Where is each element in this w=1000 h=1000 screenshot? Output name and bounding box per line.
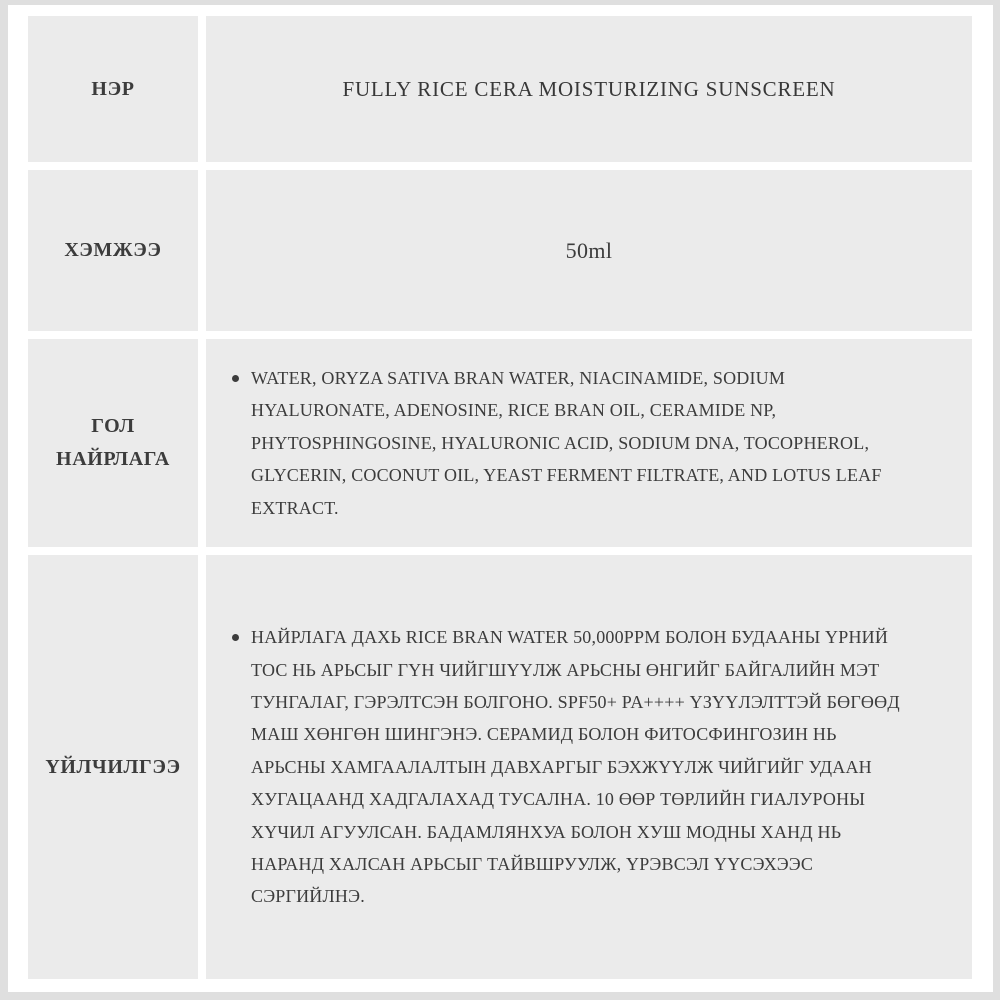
ingredients-bullet-item bbox=[232, 362, 893, 524]
row-name-label: НЭР bbox=[91, 77, 135, 100]
row-size-label: ХЭМЖЭЭ bbox=[64, 239, 162, 261]
row-function-label: ҮЙЛЧИЛГЭЭ bbox=[45, 755, 181, 778]
function-text: НАЙРЛАГА ДАХЬ RICE BRAN WATER 50,000PPM БОЛОН БУДААНЫ ҮРНИЙ ТОС НЬ АРЬСЫГ ГҮН ЧИЙГШҮҮЛЖ АРЬСНЫ ӨНГИЙГ БАЙГАЛИЙН МЭТ ТУНГАЛАГ, ГЭРЭЛТСЭН БОЛГОНО. SPF50+ PA++++ ҮЗҮҮЛЭЛТТЭЙ БӨГӨӨД МАШ ХӨНГӨН ШИНГЭНЭ. СЕРАМИД БОЛОН ФИТОСФИНГОЗИН НЬ АРЬСНЫ ХАМГААЛАЛТЫН ДАВХАРГЫГ БЭХЖҮҮЛЖ ЧИЙГИЙГ УДААН ХУГАЦААНД ХАДГАЛАХАД ТУСАЛНА. 10 ӨӨР ТӨРЛИЙН ГИАЛУРОНЫ ХҮЧИЛ АГУУЛСАН. БАДАМЛЯНХУА БОЛОН ХУШ МОДНЫ ХАНД НЬ НАРАНД ХАЛСАН АРЬСЫГ ТАЙВШРУУЛЖ, ҮРЭВСЭЛ ҮҮСЭХЭЭС СЭРГИЙЛНЭ. bbox=[251, 627, 900, 907]
spec-table bbox=[8, 5, 993, 979]
row-function-value-cell bbox=[206, 555, 972, 979]
ingredients-text: WATER, ORYZA SATIVA BRAN WATER, NIACINAMIDE, SODIUM HYALURONATE, ADENOSINE, RICE BRAN OIL, CERAMIDE NP, PHYTOSPHINGOSINE, HYALURONIC ACID, SODIUM DNA, TOCOPHEROL, GLYCERIN, COCONUT OIL, YEAST FERMENT FILTRATE, AND LOTUS LEAF EXTRACT. bbox=[251, 368, 882, 518]
row-size-value-cell bbox=[206, 170, 972, 331]
row-size-label-cell bbox=[28, 170, 198, 331]
row-name-label-cell bbox=[28, 16, 198, 162]
product-spec-sheet bbox=[8, 5, 993, 992]
row-ingredients-label-cell bbox=[28, 339, 198, 547]
row-ingredients-value-cell bbox=[206, 339, 972, 547]
bullet-icon bbox=[232, 375, 239, 382]
row-name-value-cell bbox=[206, 16, 972, 162]
product-size: 50ml bbox=[565, 237, 613, 263]
row-function-label-cell bbox=[28, 555, 198, 979]
product-title: FULLY RICE CERA MOISTURIZING SUNSCREEN bbox=[342, 76, 836, 101]
row-ingredients-label: ГОЛ НАЙРЛАГА bbox=[56, 415, 170, 470]
function-bullet-item bbox=[232, 621, 903, 913]
bullet-icon bbox=[232, 634, 239, 641]
